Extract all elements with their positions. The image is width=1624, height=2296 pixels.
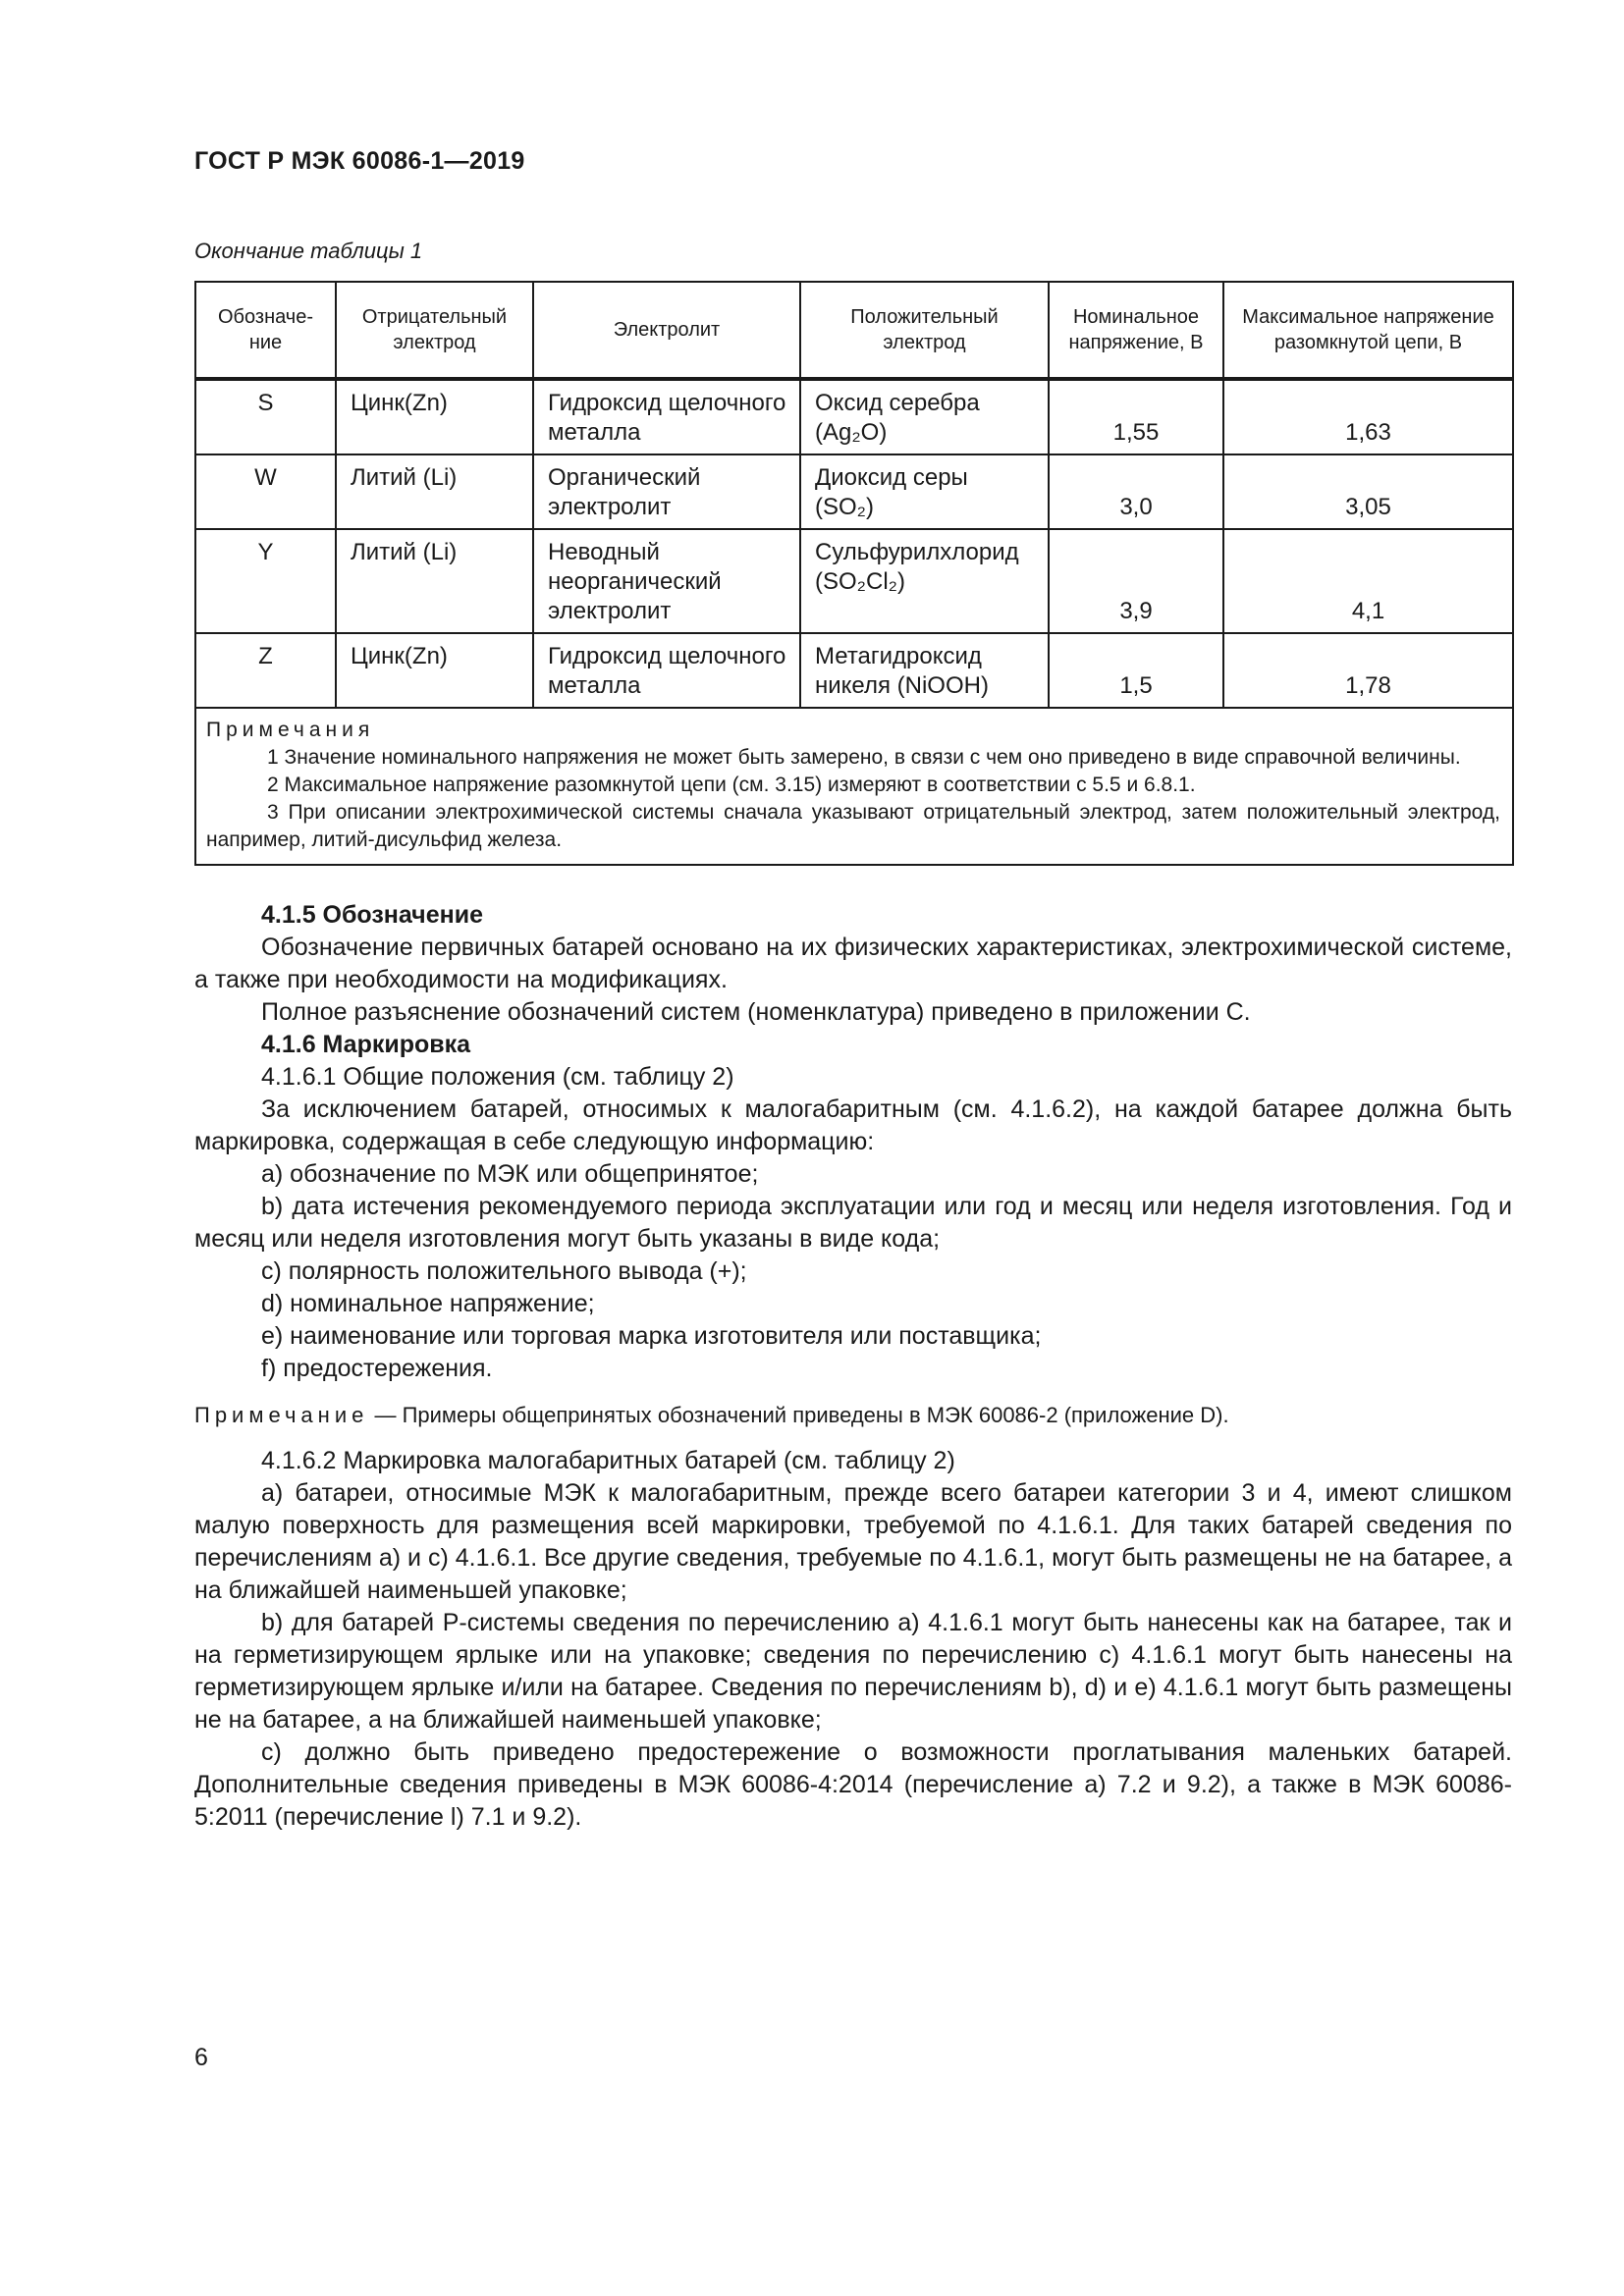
list-item: c) должно быть приведено предостережение о возможности проглатывания маленьких батарей. Дополнительные сведения приведены в МЭК 60086-4:2014 (перечисление a) 7.2 и 9.2), а также в МЭК 60086-5:2011 (перечисление l) 7.1 и 9.2).	[194, 1738, 1512, 1831]
cell-positive	[800, 529, 1049, 633]
standard-header: ГОСТ Р МЭК 60086-1—2019	[194, 147, 525, 175]
cell-nominal: 3,0	[1049, 454, 1223, 529]
cell-positive	[800, 379, 1049, 454]
cell-positive-name: Оксид серебра	[815, 390, 980, 416]
header-positive-electrode: Положительный электрод	[800, 282, 1049, 379]
cell-negative: Цинк(Zn)	[336, 379, 533, 454]
header-designation: Обозначе-ние	[195, 282, 336, 379]
note-label: Примечание	[194, 1403, 369, 1427]
cell-electrolyte: Гидроксид щелочного металла	[533, 633, 800, 708]
note-2: 2 Максимальное напряжение разомкнутой цепи (см. 3.15) измеряют в соответствии с 5.5 и 6.8.1.	[267, 774, 1196, 796]
paragraph: Обозначение первичных батарей основано на их физических характеристиках, электрохимической системе, а также при необходимости на модификациях.	[194, 934, 1512, 993]
body-text	[194, 899, 1512, 1834]
list-item: a) батареи, относимые МЭК к малогабаритным, прежде всего батареи категории 3 и 4, имеют слишком малую поверхность для размещения всей маркировки, требуемой по 4.1.6.1. Для таких батарей сведения по перечислениям a) и c) 4.1.6.1. Все другие сведения, требуемые по 4.1.6.1, могут быть размещены не на батарее, а на ближайшей наименьшей упаковке;	[194, 1479, 1512, 1604]
cell-positive-formula: (SO₂)	[815, 494, 874, 520]
cell-nominal: 1,55	[1049, 379, 1223, 454]
table-row	[195, 633, 1513, 708]
list-item: f) предостережения.	[261, 1355, 493, 1382]
cell-positive-formula: (Ag₂O)	[815, 419, 888, 446]
cell-positive-formula: никеля (NiOOH)	[815, 672, 989, 699]
cell-positive-name: Диоксид серы	[815, 464, 968, 491]
header-electrolyte: Электролит	[533, 282, 800, 379]
cell-designation: Y	[195, 529, 336, 633]
cell-positive	[800, 633, 1049, 708]
cell-negative: Литий (Li)	[336, 529, 533, 633]
table-notes-row	[195, 708, 1513, 865]
cell-max-ocv: 1,63	[1223, 379, 1513, 454]
header-max-ocv: Максимальное напряжение разомкнутой цепи, В	[1223, 282, 1513, 379]
list-item: b) дата истечения рекомендуемого периода эксплуатации или год и месяц или неделя изготовления. Год и месяц или неделя изготовления могут быть указаны в виде кода;	[194, 1193, 1512, 1253]
note-3: 3 При описании электрохимической системы сначала указывают отрицательный электрод, затем положительный электрод, например, литий-дисульфид железа.	[206, 801, 1500, 851]
cell-nominal: 3,9	[1049, 529, 1223, 633]
cell-max-ocv: 1,78	[1223, 633, 1513, 708]
cell-nominal: 1,5	[1049, 633, 1223, 708]
cell-positive-formula: (SO₂Cl₂)	[815, 568, 905, 595]
table-header-row	[195, 282, 1513, 379]
cell-electrolyte: Гидроксид щелочного металла	[533, 379, 800, 454]
cell-electrolyte: Неводный неорганический электролит	[533, 529, 800, 633]
electrochemical-systems-table	[194, 281, 1514, 866]
table-row	[195, 379, 1513, 454]
list-item: c) полярность положительного вывода (+);	[261, 1257, 747, 1285]
cell-designation: W	[195, 454, 336, 529]
header-negative-electrode: Отрицательный электрод	[336, 282, 533, 379]
list-item: d) номинальное напряжение;	[261, 1290, 595, 1317]
cell-positive	[800, 454, 1049, 529]
note-1: 1 Значение номинального напряжения не может быть замерено, в связи с чем оно приведено в виде справочной величины.	[267, 746, 1461, 769]
note-paragraph	[194, 1399, 1512, 1431]
cell-negative: Цинк(Zn)	[336, 633, 533, 708]
paragraph: За исключением батарей, относимых к малогабаритным (см. 4.1.6.2), на каждой батарее должна быть маркировка, содержащая в себе следующую информацию:	[194, 1095, 1512, 1155]
page-number: 6	[194, 2044, 208, 2071]
cell-max-ocv: 4,1	[1223, 529, 1513, 633]
table-row	[195, 454, 1513, 529]
cell-designation: Z	[195, 633, 336, 708]
section-4-1-5-heading: 4.1.5 Обозначение	[261, 901, 483, 929]
cell-electrolyte: Органический электролит	[533, 454, 800, 529]
note-text: — Примеры общепринятых обозначений приведены в МЭК 60086-2 (приложение D).	[368, 1403, 1229, 1427]
notes-title: Примечания	[206, 719, 375, 741]
header-nominal-voltage: Номинальное напряжение, В	[1049, 282, 1223, 379]
list-item: b) для батарей P-системы сведения по перечислению a) 4.1.6.1 могут быть нанесены как на батарее, так и на герметизирующем ярлыке или на упаковке; сведения по перечислению c) 4.1.6.1 могут быть нанесены на герметизирующем ярлыке и/или на батарее. Сведения по перечислениям b), d) и e) 4.1.6.1 могут быть размещены не на батарее, а на ближайшей наименьшей упаковке;	[194, 1609, 1512, 1734]
paragraph: Полное разъяснение обозначений систем (номенклатура) приведено в приложении С.	[261, 998, 1251, 1026]
document-page	[194, 147, 1512, 1834]
list-item: e) наименование или торговая марка изготовителя или поставщика;	[261, 1322, 1042, 1350]
cell-negative: Литий (Li)	[336, 454, 533, 529]
section-4-1-6-heading: 4.1.6 Маркировка	[261, 1031, 471, 1058]
cell-positive-name: Метагидроксид	[815, 643, 982, 669]
cell-max-ocv: 3,05	[1223, 454, 1513, 529]
cell-positive-name: Сульфурилхлорид	[815, 539, 1019, 565]
table-notes	[195, 708, 1513, 865]
cell-designation: S	[195, 379, 336, 454]
table-row	[195, 529, 1513, 633]
table-caption: Окончание таблицы 1	[194, 239, 423, 263]
list-item: a) обозначение по МЭК или общепринятое;	[261, 1160, 759, 1188]
section-4-1-6-1-heading: 4.1.6.1 Общие положения (см. таблицу 2)	[261, 1063, 734, 1091]
section-4-1-6-2-heading: 4.1.6.2 Маркировка малогабаритных батарей (см. таблицу 2)	[261, 1447, 955, 1474]
